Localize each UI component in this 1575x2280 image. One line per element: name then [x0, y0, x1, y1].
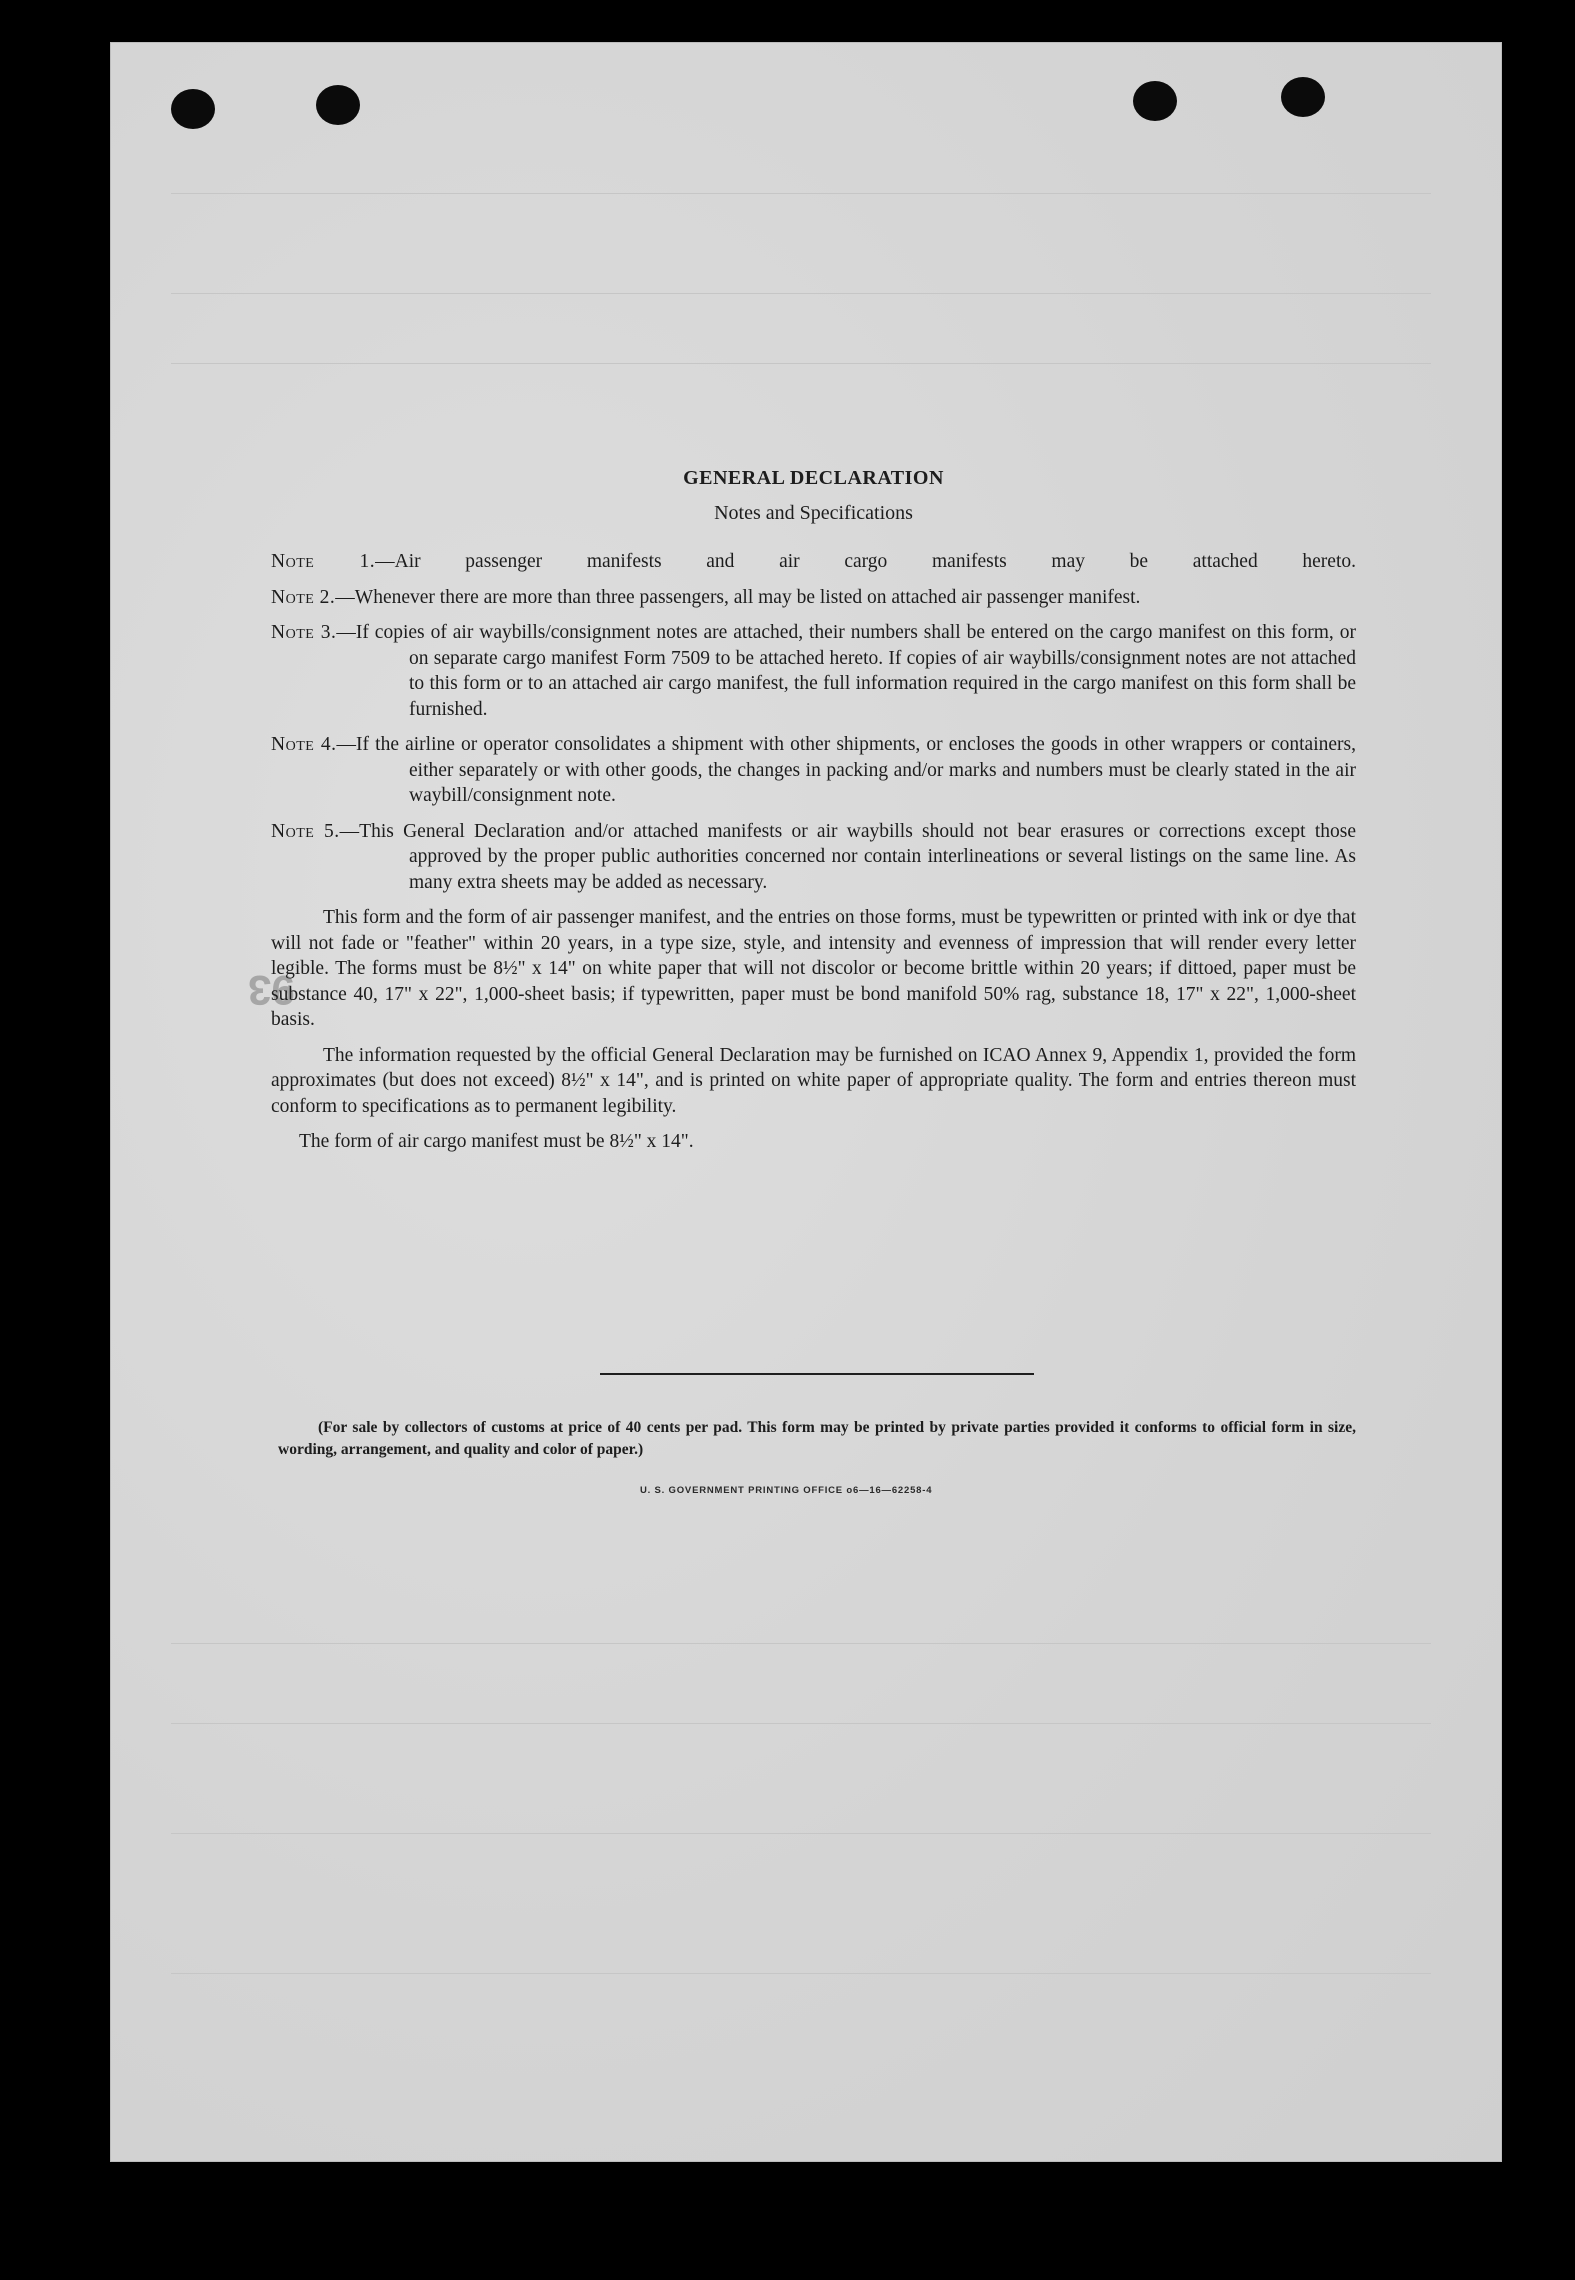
note-1: [271, 549, 1356, 575]
declaration-notes: [271, 467, 1356, 1165]
punch-hole: [171, 89, 215, 129]
punch-hole: [1281, 77, 1325, 117]
sale-notice: (For sale by collectors of customs at price of 40 cents per pad. This form may be printed by private parties provided it conforms to official form in size, wording, arrangement, and quality and color of paper.): [278, 1419, 1356, 1458]
bleed-through-line: [171, 1833, 1431, 1834]
paragraph-icao: The information requested by the official General Declaration may be furnished on ICAO Annex 9, Appendix 1, provided the form approximates (but does not exceed) 8½" x 14", and is printed on white paper of appropriate quality. The form and entries thereon must conform to specifications as to permanent legibility.: [271, 1044, 1356, 1117]
page-number-stamp: 93: [248, 967, 295, 1014]
bleed-through-line: [171, 1643, 1431, 1644]
note-label: Note 3.: [271, 622, 337, 643]
note-text: —If the airline or operator consolidates a shipment with other shipments, or encloses the goods in other wrappers or containers, either separately or with other goods, the changes in packing and/or marks and numbers must be clearly stated in the air waybill/consignment note.: [336, 734, 1356, 806]
divider-rule: [600, 1373, 1034, 1375]
punch-hole: [316, 85, 360, 125]
note-label: Note 1.: [271, 551, 376, 572]
punch-hole: [1133, 81, 1177, 121]
note-label: Note 5.: [271, 820, 340, 842]
document-subtitle: Notes and Specifications: [714, 502, 913, 524]
note-3: [271, 620, 1356, 722]
bleed-through-line: [171, 1973, 1431, 1974]
document-title: GENERAL DECLARATION: [683, 467, 944, 489]
bleed-through-line: [171, 193, 1431, 194]
paragraph-form-specs: This form and the form of air passenger manifest, and the entries on those forms, must be typewritten or printed with ink or dye that will not fade or "feather" within 20 years, in a type size, style, and intensity and evenness of impression that will render every letter legible. The forms must be 8½" x 14" on white paper that will not discolor or become brittle within 20 years; if dittoed, paper must be substance 40, 17" x 22", 1,000-sheet basis; if typewritten, paper must be bond manifold 50% rag, substance 18, 17" x 22", 1,000-sheet basis.: [271, 907, 1356, 1030]
note-label: Note 4.: [271, 734, 337, 755]
note-text: —Air passenger manifests and air cargo manifests may be attached hereto.: [375, 551, 1356, 572]
note-text: —This General Declaration and/or attached manifests or air waybills should not bear erasures or corrections except those approved by the proper public authorities concerned nor contain interlineations or several listings on the same line. As many extra sheets may be added as necessary.: [339, 820, 1357, 893]
printing-office-imprint: U. S. GOVERNMENT PRINTING OFFICE o6—16—62258-4: [640, 1485, 933, 1496]
paragraph-cargo-size: The form of air cargo manifest must be 8½" x 14".: [299, 1131, 694, 1152]
note-label: Note 2.: [271, 586, 336, 608]
note-text: —If copies of air waybills/consignment notes are attached, their numbers shall be entered on the cargo manifest on this form, or on separate cargo manifest Form 7509 to be attached hereto. If copies of air waybills/consignment notes are not attached to this form or to an attached air cargo manifest, the full information required in the cargo manifest on this form shall be furnished.: [336, 622, 1356, 720]
bleed-through-line: [171, 363, 1431, 364]
note-4: [271, 732, 1356, 809]
note-text: —Whenever there are more than three passengers, all may be listed on attached air passenger manifest.: [335, 586, 1141, 608]
bleed-through-line: [171, 1723, 1431, 1724]
note-5: [271, 819, 1356, 896]
bleed-through-line: [171, 293, 1431, 294]
note-2: [271, 585, 1356, 611]
